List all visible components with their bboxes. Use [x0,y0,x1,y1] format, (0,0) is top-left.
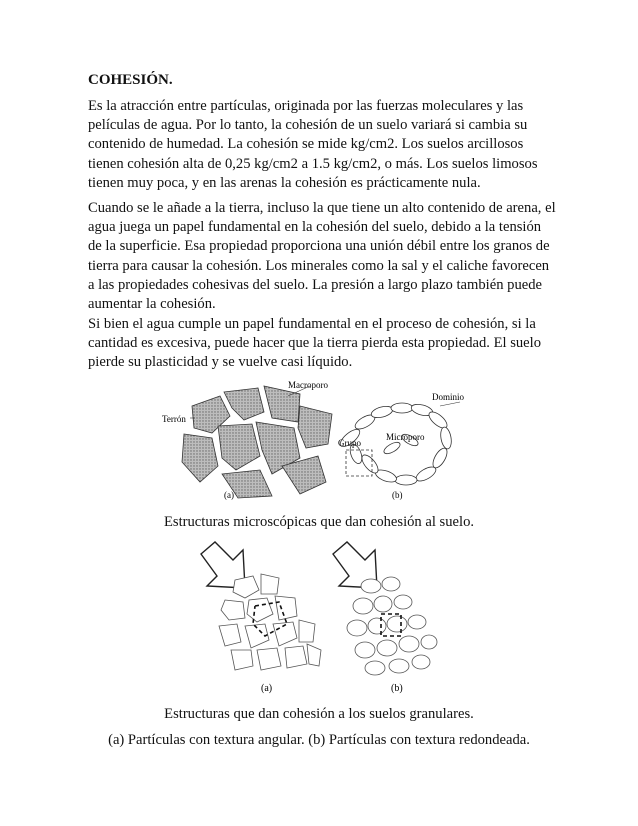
paragraph-3: Si bien el agua cumple un papel fundamental en el proceso de cohesión, si la cantidad es excesiva, puede hacer que la tierra pierda esta propiedad. El suelo pierde su plasticidad y se vuelve casi líquido. [88,316,542,371]
clod-aggregate-drawing [182,386,332,498]
microscopic-structures-figure [160,378,470,500]
label-microporo: Microporo [386,432,425,442]
section-heading: COHESIÓN. [88,72,173,88]
label-terron: Terrón [162,414,186,424]
label-a: (a) [224,490,234,500]
paragraph-1: Es la atracción entre partículas, originada por las fuerzas moleculares y las películas de agua. Por lo tanto, la cohesión de un suelo variará si cambia su contenido de humedad. La cohesión se mide kg/cm2. Los suelos arcillosos tienen cohesión alta de 0,25 kg/cm2 a 1.5 kg/cm2, o más. Los suelos limosos tienen muy poca, y en las arenas la cohesión es prácticamente nula. [88,98,538,191]
rounded-particles-drawing [347,577,437,675]
label-granular-a: (a) [261,683,273,694]
label-macroporo: Macroporo [288,380,328,390]
figure-1-caption: Estructuras microscópicas que dan cohesión al suelo. [163,514,475,530]
granular-structures-figure [195,540,445,696]
label-dominio: Dominio [432,392,465,402]
label-granular-b: (b) [391,683,403,694]
figure-2-caption-line-2: (a) Partículas con textura angular. (b) Partículas con textura redondeada. [108,732,530,748]
label-b: (b) [392,490,403,500]
angular-particles-drawing [219,574,321,670]
label-grupo: Grupo [338,438,361,448]
figure-2-caption-line-1: Estructuras que dan cohesión a los suelos granulares. [164,706,474,722]
paragraph-2: Cuando se le añade a la tierra, incluso la que tiene un alto contenido de arena, el agua juega un papel fundamental en la cohesión del suelo, debido a la tensión de la superficie. Esa propiedad proporciona una unión débil entre los granos de tierra para causar la cohesión. Los minerales como la sal y el caliche favorecen a las propiedades cohesivas del suelo. La presión a largo plazo también puede aumentar la cohesión. [88,200,556,313]
